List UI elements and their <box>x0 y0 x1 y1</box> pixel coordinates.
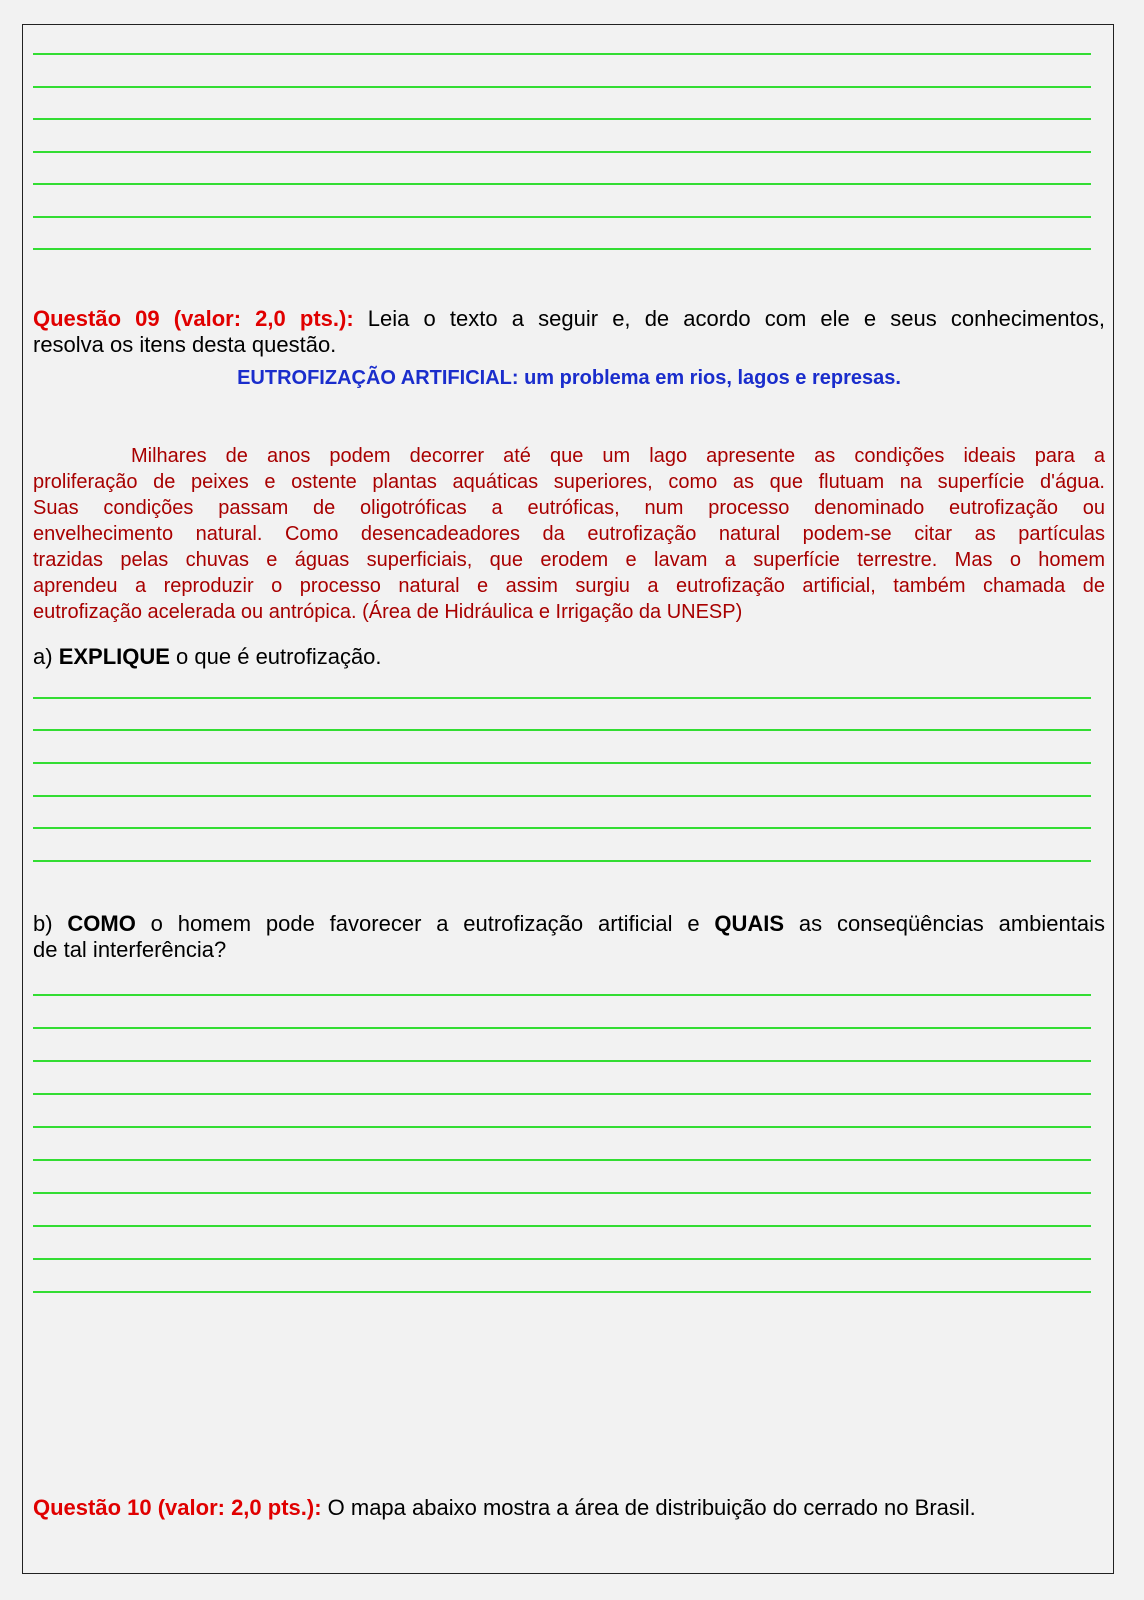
answer-line[interactable] <box>33 860 1091 862</box>
passage <box>33 443 1105 625</box>
item-a-keyword: EXPLIQUE <box>58 644 170 669</box>
item-b-text: o homem pode favorecer a eutrofização artificial e <box>135 911 715 936</box>
item-b-keyword2: QUAIS <box>714 911 785 936</box>
q09-header <box>33 306 1105 331</box>
item-b <box>33 911 1105 936</box>
answer-line[interactable] <box>33 994 1091 996</box>
answer-line[interactable] <box>33 1093 1091 1095</box>
q10-prompt: O mapa abaixo mostra a área de distribuição do cerrado no Brasil. <box>321 1495 976 1520</box>
answer-line[interactable] <box>33 1291 1091 1293</box>
answer-line[interactable] <box>33 248 1091 250</box>
answer-line[interactable] <box>33 1126 1091 1128</box>
passage-line: eutrofização acelerada ou antrópica. (Área de Hidráulica e Irrigação da UNESP) <box>33 601 743 623</box>
q09-label: Questão 09 (valor: 2,0 pts.): <box>33 306 354 331</box>
item-b-text-rest: as conseqüências ambientais <box>784 911 1105 936</box>
q09-prompt-line2: resolva os itens desta questão. <box>33 332 337 357</box>
q10-label: Questão 10 (valor: 2,0 pts.): <box>33 1495 322 1520</box>
answer-line[interactable] <box>33 183 1091 185</box>
answer-line[interactable] <box>33 729 1091 731</box>
passage-line: trazidas pelas chuvas e águas superficiais, que erodem e lavam a superfície terrestre. Mas o homem <box>33 549 1105 571</box>
answer-line[interactable] <box>33 53 1091 55</box>
answer-line[interactable] <box>33 1258 1091 1260</box>
passage-line: Milhares de anos podem decorrer até que um lago apresente as condições ideais para a <box>131 445 1105 467</box>
answer-line[interactable] <box>33 827 1091 829</box>
passage-line: proliferação de peixes e ostente plantas aquáticas superiores, como as que flutuam na superfície d'água. <box>33 471 1105 493</box>
q10-header <box>33 1495 1105 1520</box>
passage-line: Suas condições passam de oligotróficas a eutróficas, num processo denominado eutrofização ou <box>33 497 1105 519</box>
answer-line[interactable] <box>33 1159 1091 1161</box>
passage-line: aprendeu a reproduzir o processo natural e assim surgiu a eutrofização artificial, também chamada de <box>33 575 1105 597</box>
item-a <box>33 644 1105 669</box>
item-b-line2: de tal interferência? <box>33 937 227 962</box>
answer-line[interactable] <box>33 697 1091 699</box>
exam-page <box>22 24 1114 1574</box>
item-b-keyword1: COMO <box>67 911 136 936</box>
text-title: EUTROFIZAÇÃO ARTIFICIAL: um problema em rios, lagos e represas. <box>237 367 901 389</box>
passage-line: envelhecimento natural. Como desencadeadores da eutrofização natural podem-se citar as partículas <box>33 523 1105 545</box>
answer-line[interactable] <box>33 1192 1091 1194</box>
answer-line[interactable] <box>33 216 1091 218</box>
answer-line[interactable] <box>33 1225 1091 1227</box>
answer-line[interactable] <box>33 1060 1091 1062</box>
answer-line[interactable] <box>33 86 1091 88</box>
answer-line[interactable] <box>33 762 1091 764</box>
answer-line[interactable] <box>33 1027 1091 1029</box>
item-a-text: o que é eutrofização. <box>169 644 382 669</box>
answer-line[interactable] <box>33 151 1091 153</box>
item-b-prefix: b) <box>33 911 68 936</box>
answer-line[interactable] <box>33 118 1091 120</box>
q09-prompt: Leia o texto a seguir e, de acordo com ele e seus conhecimentos, <box>353 306 1105 331</box>
item-a-prefix: a) <box>33 644 59 669</box>
answer-line[interactable] <box>33 795 1091 797</box>
